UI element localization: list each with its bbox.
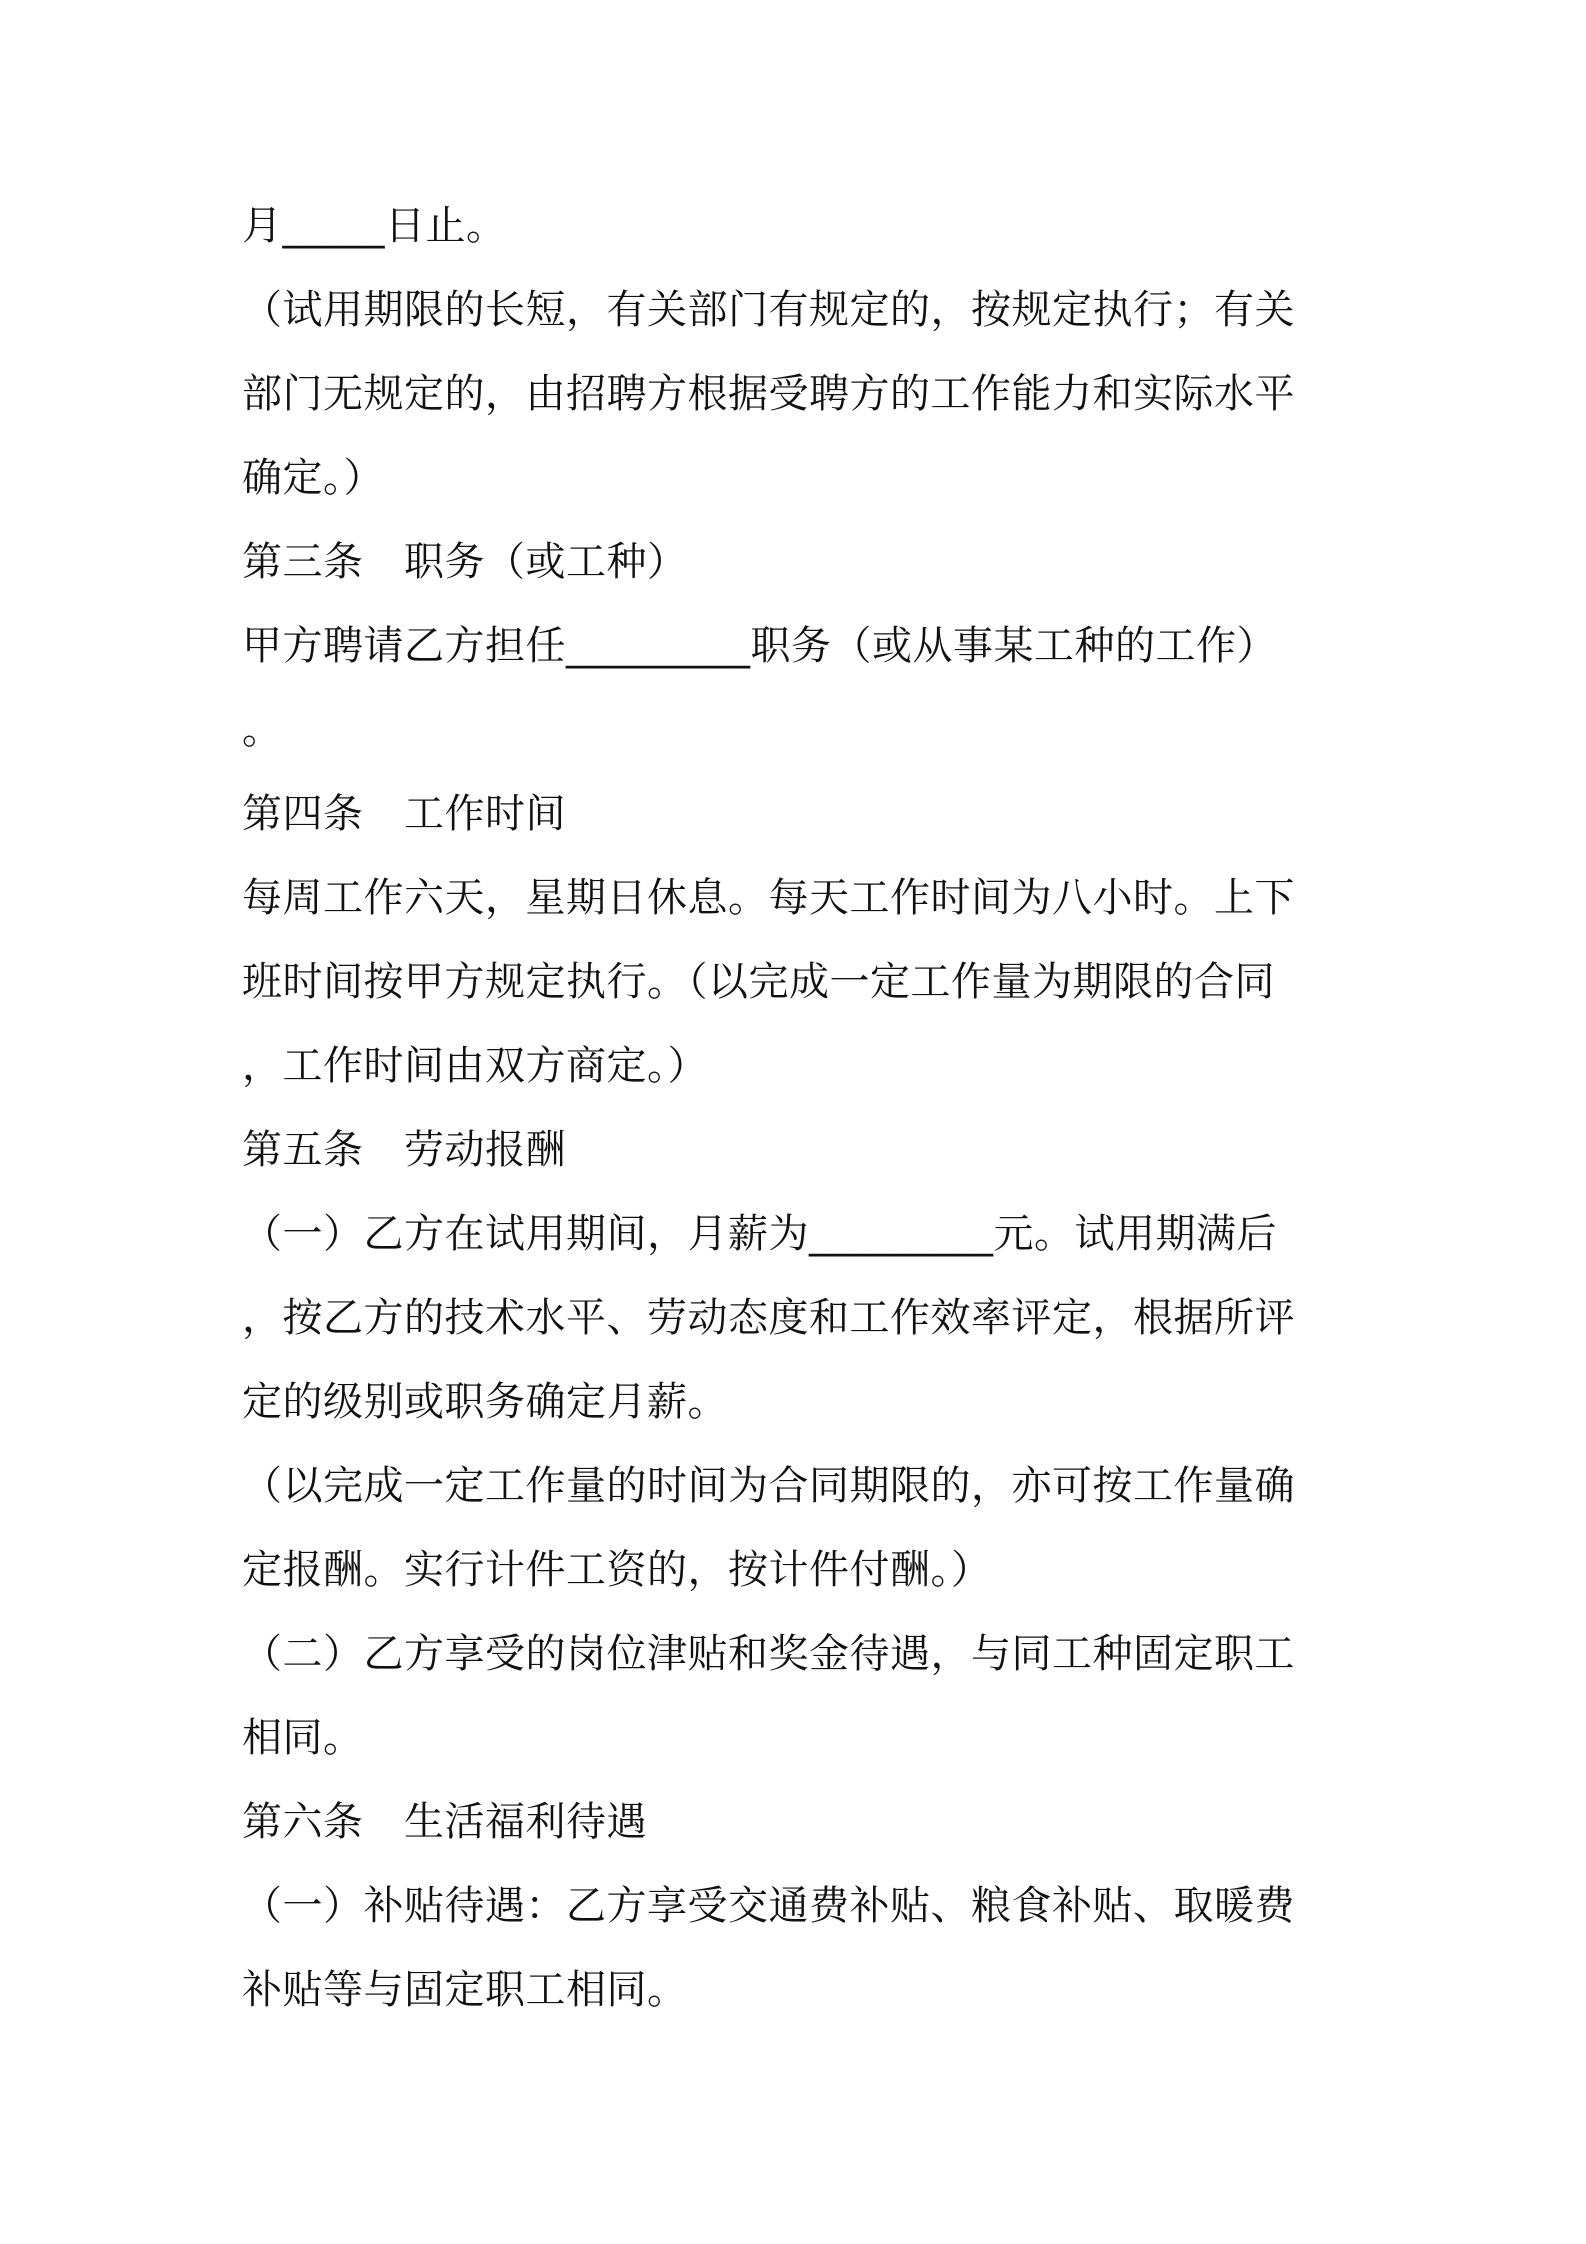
text-line: 班时间按甲方规定执行。（以完成一定工作量为期限的合同 (242, 959, 1275, 1005)
text-line: 补贴等与固定职工相同。 (242, 1967, 688, 2013)
text-line: （二）乙方享受的岗位津贴和奖金待遇，与同工种固定职工 (242, 1631, 1295, 1677)
text-line: ，按乙方的技术水平、劳动态度和工作效率评定，根据所评 (242, 1295, 1295, 1341)
text-line: （一）乙方在试用期间，月薪为_________元。试用期满后 (242, 1211, 1277, 1257)
text-line: 确定。） (242, 455, 384, 501)
text-line: 每周工作六天，星期日休息。每天工作时间为八小时。上下 (242, 875, 1295, 921)
text-line: ，工作时间由双方商定。） (242, 1043, 708, 1089)
text-line: 。 (242, 707, 283, 753)
text-line: （一）补贴待遇：乙方享受交通费补贴、粮食补贴、取暖费 (242, 1883, 1295, 1929)
section-heading: 第六条 生活福利待遇 (242, 1799, 647, 1845)
section-heading: 第三条 职务（或工种） (242, 539, 688, 585)
section-heading: 第四条 工作时间 (242, 791, 566, 837)
text-line: 甲方聘请乙方担任_________职务（或从事某工种的工作） (242, 623, 1277, 669)
text-line: （以完成一定工作量的时间为合同期限的，亦可按工作量确 (242, 1463, 1295, 1509)
section-heading: 第五条 劳动报酬 (242, 1127, 566, 1173)
text-line: 定报酬。实行计件工资的，按计件付酬。） (242, 1547, 992, 1593)
text-line: 部门无规定的，由招聘方根据受聘方的工作能力和实际水平 (242, 371, 1295, 417)
text-line: 定的级别或职务确定月薪。 (242, 1379, 728, 1425)
text-line: （试用期限的长短，有关部门有规定的，按规定执行；有关 (242, 287, 1295, 333)
text-line: 相同。 (242, 1715, 364, 1761)
text-line: 月_____日止。 (242, 203, 507, 249)
